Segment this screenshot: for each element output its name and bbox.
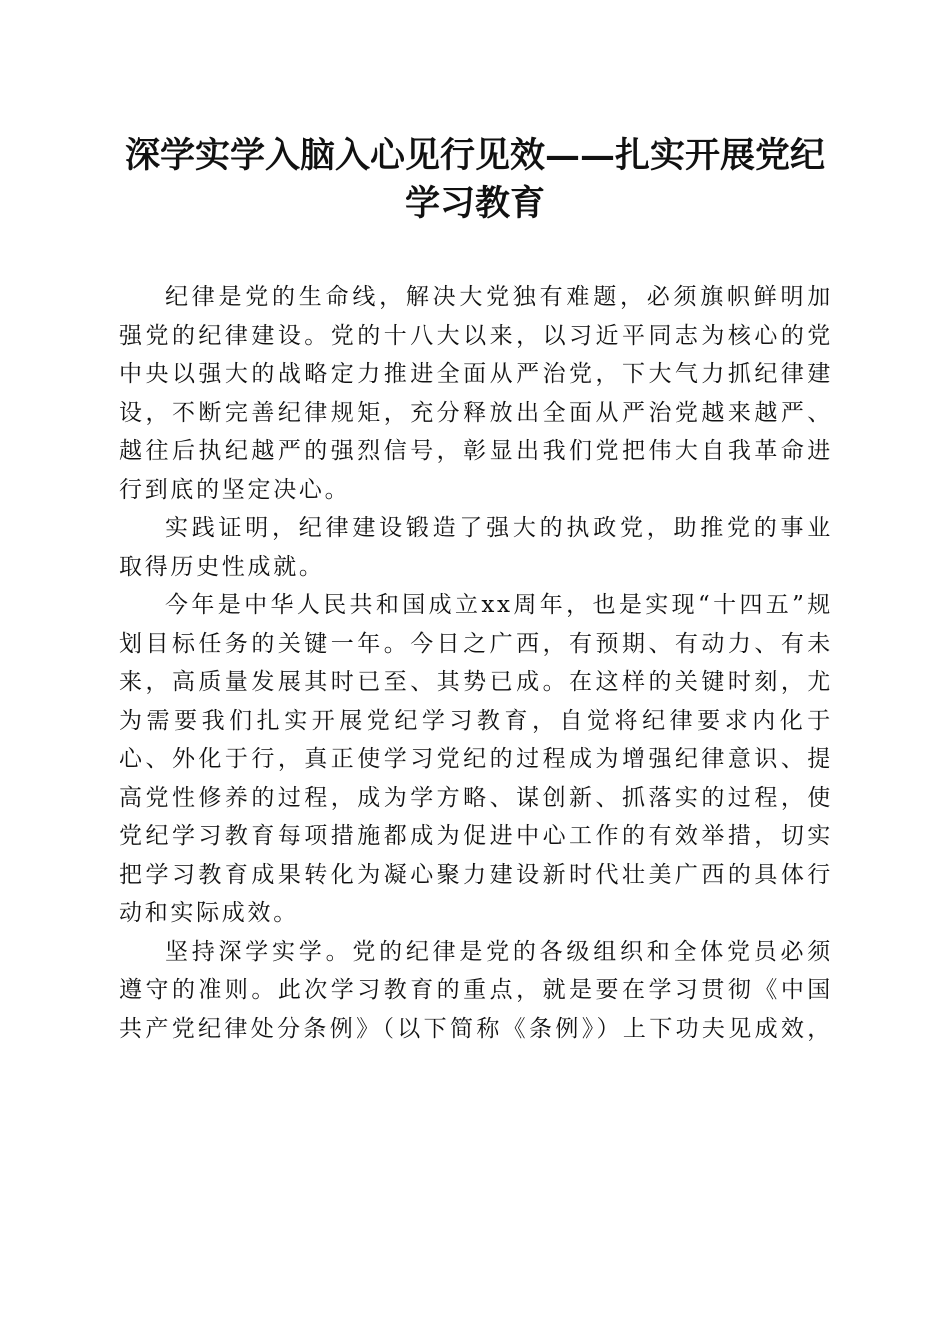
document-title bbox=[110, 132, 840, 228]
title-line-2: 学习教育 bbox=[404, 183, 545, 224]
paragraph-4: 坚持深学实学。党的纪律是党的各级组织和全体党员必须遵守的准则。此次学习教育的重点，就是要在学习贯彻《中国共产党纪律处分条例》（以下简称《条例》）上下功夫见成效， bbox=[119, 938, 833, 1042]
paragraph-3: 今年是中华人民共和国成立xx周年，也是实现“十四五”规划目标任务的关键一年。今日之广西，有预期、有动力、有未来，高质量发展其时已至、其势已成。在这样的关键时刻，尤为需要我们扎实开展党纪学习教育，自觉将纪律要求内化于心、外化于行，真正使学习党纪的过程成为增强纪律意识、提高党性修养的过程，成为学方略、谋创新、抓落实的过程，使党纪学习教育每项措施都成为促进中心工作的有效举措，切实把学习教育成果转化为凝心聚力建设新时代壮美广西的具体行动和实际成效。 bbox=[119, 592, 833, 926]
paragraph-1: 纪律是党的生命线，解决大党独有难题，必须旗帜鲜明加强党的纪律建设。党的十八大以来，以习近平同志为核心的党中央以强大的战略定力推进全面从严治党，下大气力抓纪律建设，不断完善纪律规矩，充分释放出全面从严治党越来越严、越往后执纪越严的强烈信号，彰显出我们党把伟大自我革命进行到底的坚定决心。 bbox=[119, 284, 833, 503]
title-line-1: 深学实学入脑入心见行见效——扎实开展党纪 bbox=[124, 135, 825, 176]
paragraph-2: 实践证明，纪律建设锻造了强大的执政党，助推党的事业取得历史性成就。 bbox=[119, 515, 833, 580]
document-body bbox=[119, 278, 833, 1048]
